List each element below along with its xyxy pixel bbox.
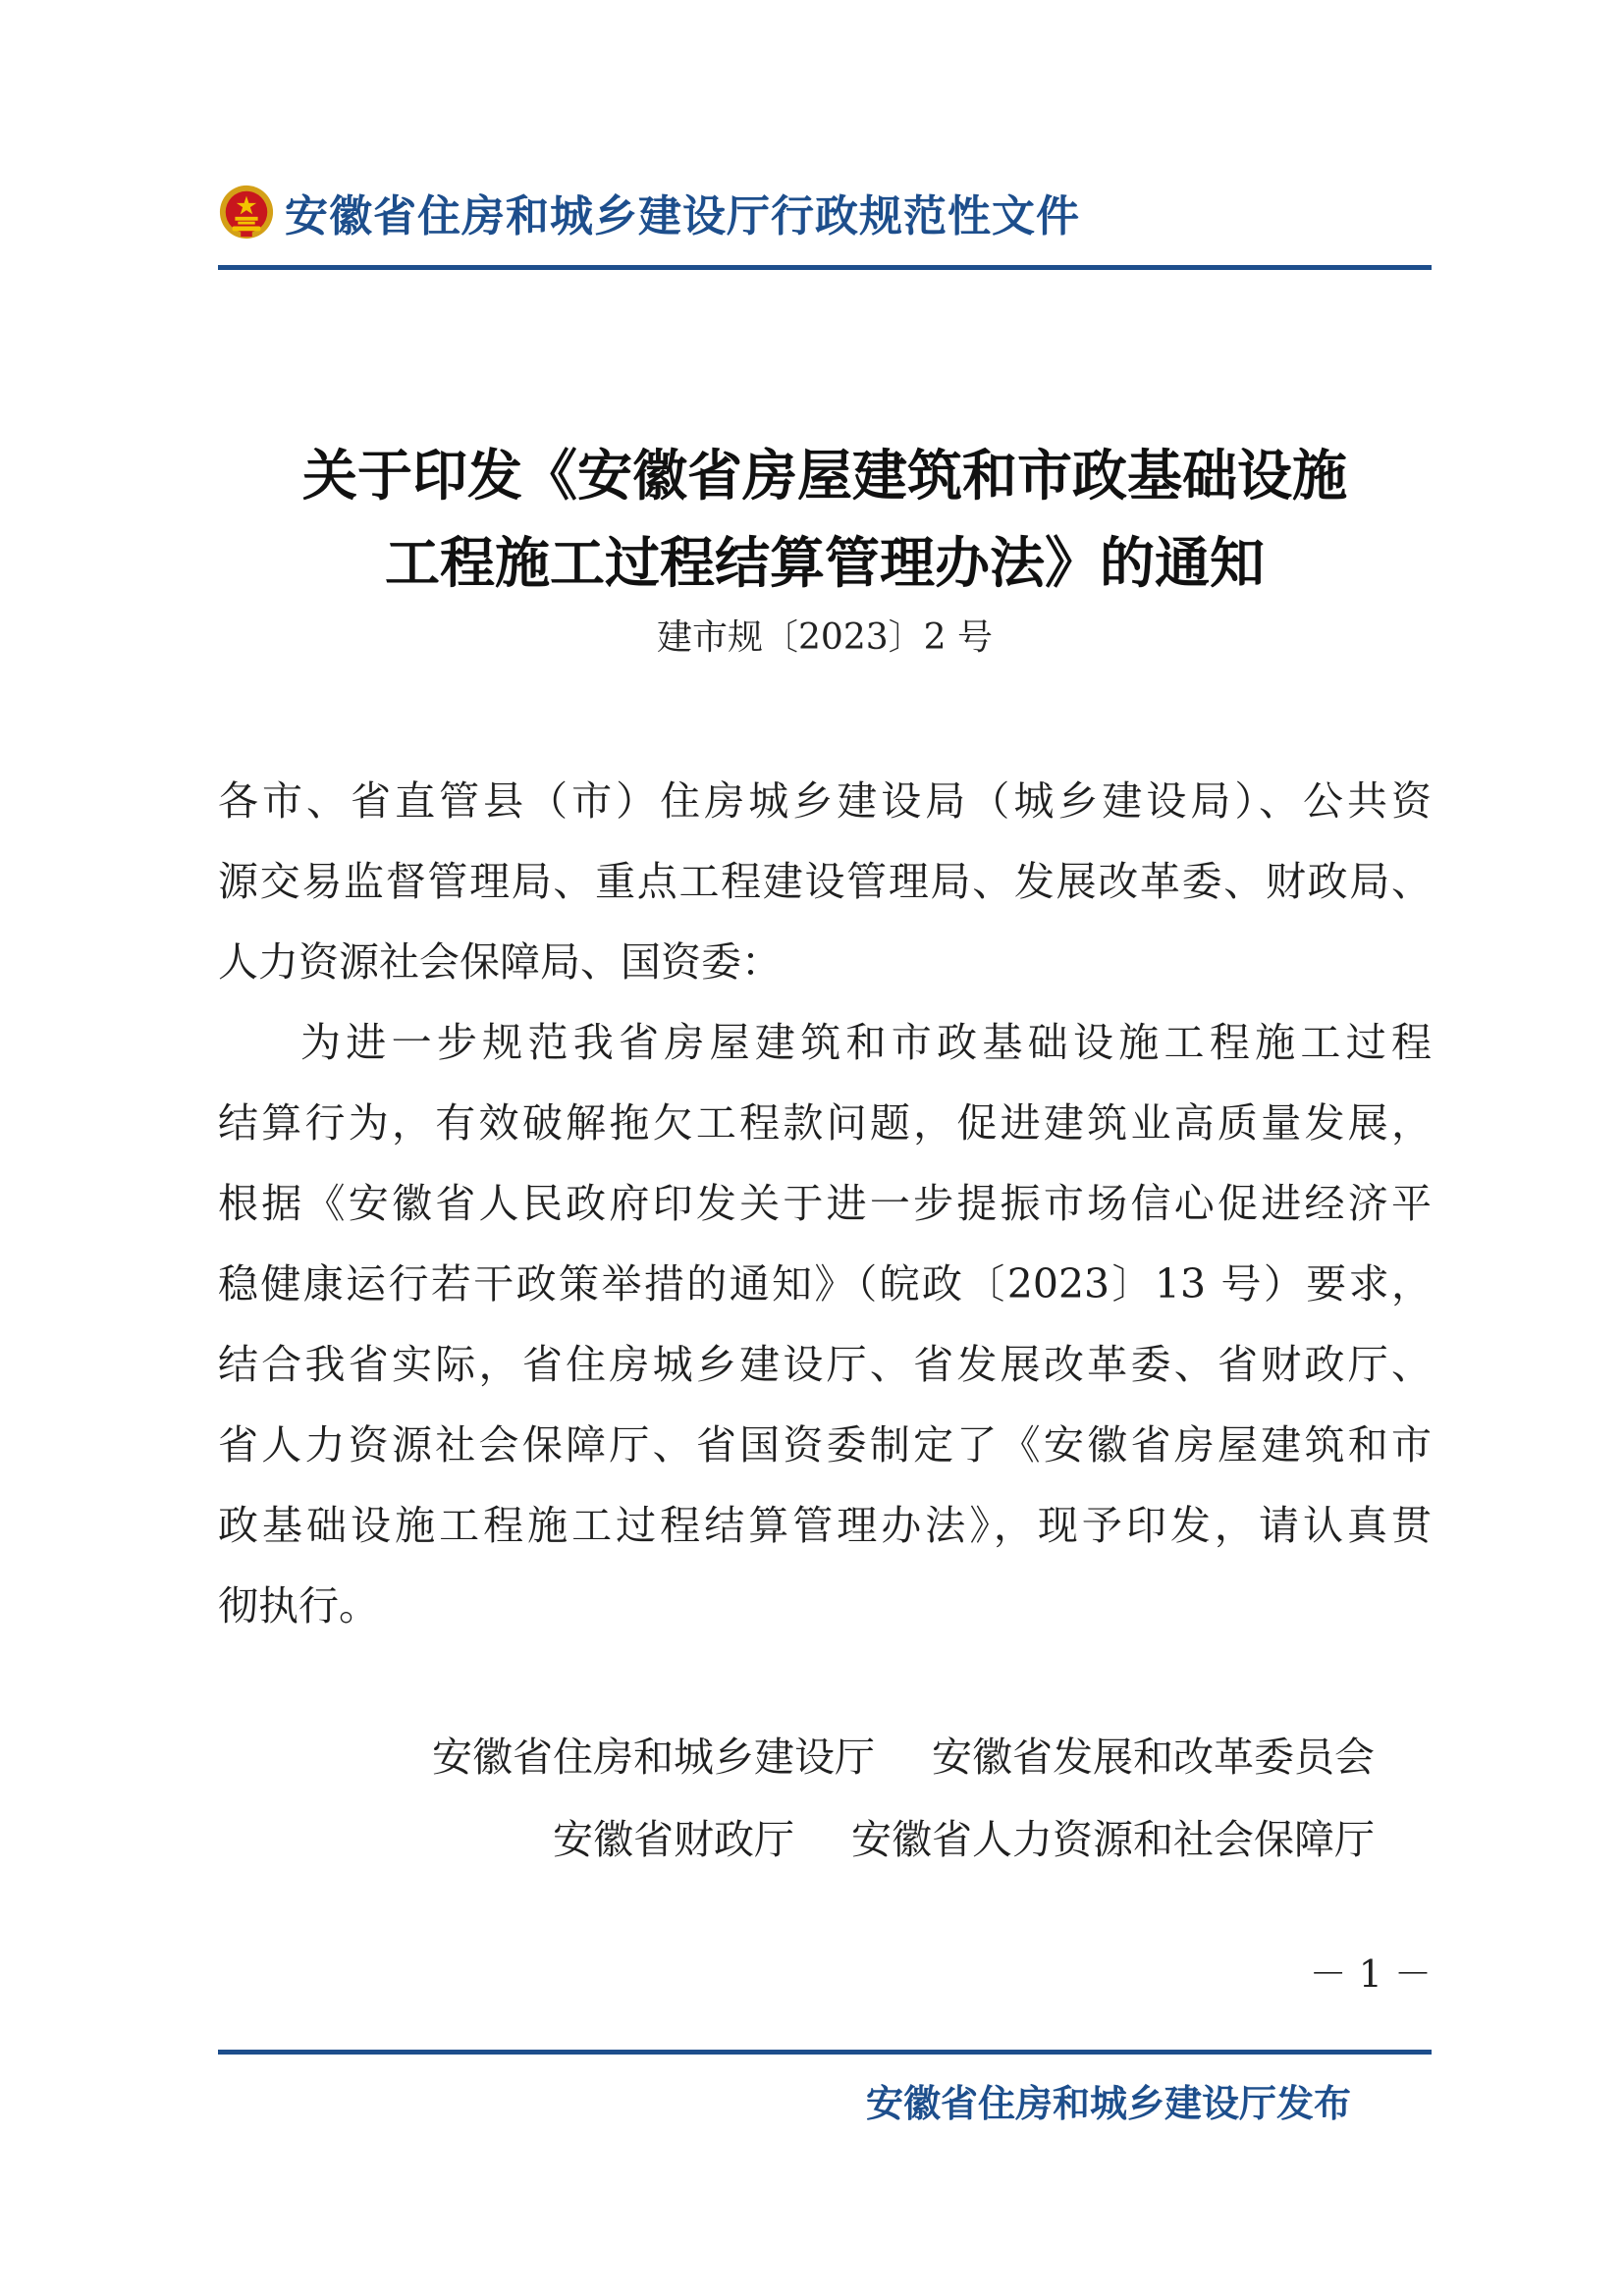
header-divider <box>218 265 1432 270</box>
signatory-row <box>432 1716 1375 1798</box>
recipients-block <box>218 761 1432 1002</box>
header-title: 安徽省住房和城乡建设厅行政规范性文件 <box>285 191 1080 241</box>
footer-publisher: 安徽省住房和城乡建设厅发布 <box>865 2082 1351 2125</box>
signatory: 安徽省发展和改革委员会 <box>932 1734 1375 1781</box>
document-number: 建市规〔2023〕2 号 <box>657 617 993 658</box>
document-title-line-1: 关于印发《安徽省房屋建筑和市政基础设施 <box>302 445 1347 508</box>
signatory: 安徽省财政厅 <box>553 1816 794 1863</box>
body-line: 稳健康运行若干政策举措的通知》（皖政〔2023〕13 号）要求， <box>218 1260 1432 1308</box>
signatory: 安徽省人力资源和社会保障厅 <box>851 1816 1375 1863</box>
body-line: 省人力资源社会保障厅、省国资委制定了《安徽省房屋建筑和市 <box>218 1421 1432 1468</box>
national-emblem-icon <box>218 184 275 240</box>
signatory-row <box>432 1798 1375 1881</box>
document-header <box>218 177 1080 247</box>
signatory: 安徽省住房和城乡建设厅 <box>432 1734 875 1781</box>
page-number: － 1 － <box>1309 1952 1432 1996</box>
body-paragraph <box>218 1002 1432 1646</box>
body-line: 为进一步规范我省房屋建筑和市政基础设施工程施工过程 <box>300 1019 1432 1066</box>
body-line: 结算行为，有效破解拖欠工程款问题，促进建筑业高质量发展， <box>218 1099 1432 1147</box>
recipients-line: 人力资源社会保障局、国资委： <box>218 938 782 986</box>
signatories-block <box>432 1716 1375 1881</box>
body-line: 结合我省实际，省住房城乡建设厅、省发展改革委、省财政厅、 <box>218 1341 1432 1388</box>
recipients-line: 各市、省直管县（市）住房城乡建设局（城乡建设局）、公共资 <box>218 777 1432 825</box>
document-title-line-2: 工程施工过程结算管理办法》的通知 <box>385 532 1265 596</box>
body-line: 根据《安徽省人民政府印发关于进一步提振市场信心促进经济平 <box>218 1180 1432 1227</box>
recipients-line: 源交易监督管理局、重点工程建设管理局、发展改革委、财政局、 <box>218 858 1432 905</box>
body-line: 政基础设施工程施工过程结算管理办法》，现予印发，请认真贯 <box>218 1502 1432 1549</box>
body-line: 彻执行。 <box>218 1582 379 1629</box>
footer-divider <box>218 2050 1432 2055</box>
